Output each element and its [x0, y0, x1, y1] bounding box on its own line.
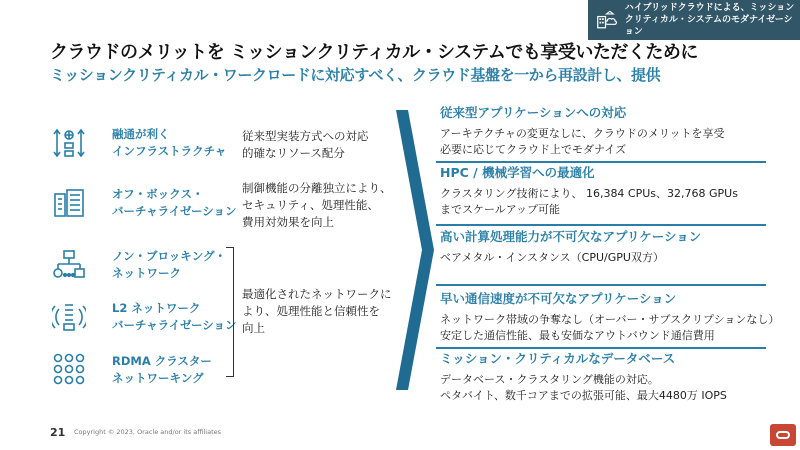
use-case-body — [440, 250, 766, 266]
grid-cluster-icon — [52, 352, 86, 386]
description-line: 的確なリソース配分 — [242, 146, 345, 160]
description-line: セキュリティ、処理性能、 — [242, 198, 379, 212]
description-line: 従来型実装方式への対応 — [242, 129, 369, 143]
description-line: 制御機能の分離独立により、 — [242, 181, 392, 195]
page-title: クラウドのメリットを ミッションクリティカル・システムでも享受いただくために — [50, 42, 698, 63]
copyright-text: Copyright © 2023, Oracle and/or its affiliates — [74, 428, 222, 436]
feature-label-line: バーチャライゼーション — [112, 318, 237, 332]
chevron-right-icon — [396, 110, 434, 390]
use-case-line: クラスタリング技術により、 16,384 CPUs、32,768 GPUs — [440, 187, 738, 200]
use-case-fast-network — [440, 290, 780, 344]
section-divider — [436, 224, 766, 226]
use-case-heading: 高い計算処理能力が不可欠なアプリケーション — [440, 229, 702, 244]
feature-l2-network-virtualization — [112, 300, 237, 334]
badge-line-2: クリティカル・システムのモダナイゼーション — [624, 15, 793, 37]
signal-tower-icon — [52, 300, 86, 334]
feature-label-line: 融通が利く — [112, 127, 170, 141]
section-divider — [436, 161, 766, 163]
feature-label-line: ノン・ブロッキング・ — [112, 249, 226, 263]
use-case-line: 必要に応じてクラウド上でモダナイズ — [440, 143, 627, 156]
feature-flexible-infrastructure — [112, 126, 226, 160]
use-case-line: 安定した通信性能、最も安価なアウトバウンド通信費用 — [440, 329, 715, 342]
description-line: 最適化されたネットワークに — [242, 287, 392, 301]
use-case-body — [440, 312, 780, 344]
use-case-heading: ミッション・クリティカルなデータベース — [440, 351, 676, 366]
description-legacy-support — [242, 128, 369, 162]
page-number: 21 — [50, 426, 66, 439]
use-case-line: ベアメタル・インスタンス（CPU/GPU双方） — [440, 251, 664, 264]
use-case-body — [440, 372, 766, 404]
use-case-hpc-ml — [440, 164, 766, 218]
description-line: より、処理性能と信頼性を — [242, 304, 380, 318]
building-cloud-icon — [596, 9, 617, 31]
feature-label-line: インフラストラクチャ — [112, 144, 227, 158]
network-nodes-icon — [52, 248, 86, 282]
use-case-legacy-apps — [440, 104, 766, 158]
feature-label-line: オフ・ボックス・ — [112, 187, 204, 201]
feature-rdma-cluster-networking — [112, 353, 212, 387]
network-arrows-icon — [52, 126, 86, 160]
feature-label-line: バーチャライゼーション — [112, 204, 237, 218]
use-case-body — [440, 186, 766, 218]
badge-text — [625, 2, 800, 38]
description-line: 費用対効果を向上 — [242, 215, 334, 229]
description-optimized-network — [242, 286, 392, 337]
description-line: 向上 — [242, 321, 265, 335]
use-case-line: までスケールアップ可能 — [440, 203, 561, 216]
feature-label-line: ネットワーキング — [112, 371, 204, 385]
use-case-heading: 早い通信速度が不可欠なアプリケーション — [440, 291, 677, 306]
use-case-line: アーキテクチャの変更なしに、クラウドのメリットを享受 — [440, 127, 725, 140]
use-case-heading: 従来型アプリケーションへの対応 — [440, 105, 627, 120]
servers-building-icon — [52, 186, 86, 220]
network-group-bracket — [226, 247, 234, 377]
use-case-mission-critical-db — [440, 350, 766, 404]
use-case-line: ネットワーク帯域の争奪なし（オーバー・サブスクリプションなし） — [440, 313, 780, 326]
use-case-compute-intensive — [440, 228, 766, 266]
page-subtitle: ミッションクリティカル・ワークロードに対応すべく、クラウド基盤を一から再設計し、提供 — [50, 66, 661, 84]
section-badge — [588, 0, 800, 40]
use-case-line: ペタバイト、数千コアまでの拡張可能、最大4480万 IOPS — [440, 389, 727, 402]
feature-non-blocking-network — [112, 248, 226, 282]
use-case-body — [440, 126, 766, 158]
oracle-logo-icon — [770, 424, 796, 446]
use-case-line: データベース・クラスタリング機能の対応。 — [440, 373, 659, 386]
feature-label-line: L2 ネットワーク — [112, 301, 201, 315]
feature-label-line: ネットワーク — [112, 266, 181, 280]
section-divider — [436, 347, 766, 349]
badge-line-1: ハイブリッドクラウドによる、ミッション — [624, 3, 795, 13]
section-divider — [436, 284, 766, 286]
use-case-heading: HPC / 機械学習への最適化 — [440, 165, 595, 180]
description-control-separation — [242, 180, 392, 231]
feature-label-line: RDMA クラスター — [112, 354, 212, 368]
feature-off-box-virtualization — [112, 186, 237, 220]
